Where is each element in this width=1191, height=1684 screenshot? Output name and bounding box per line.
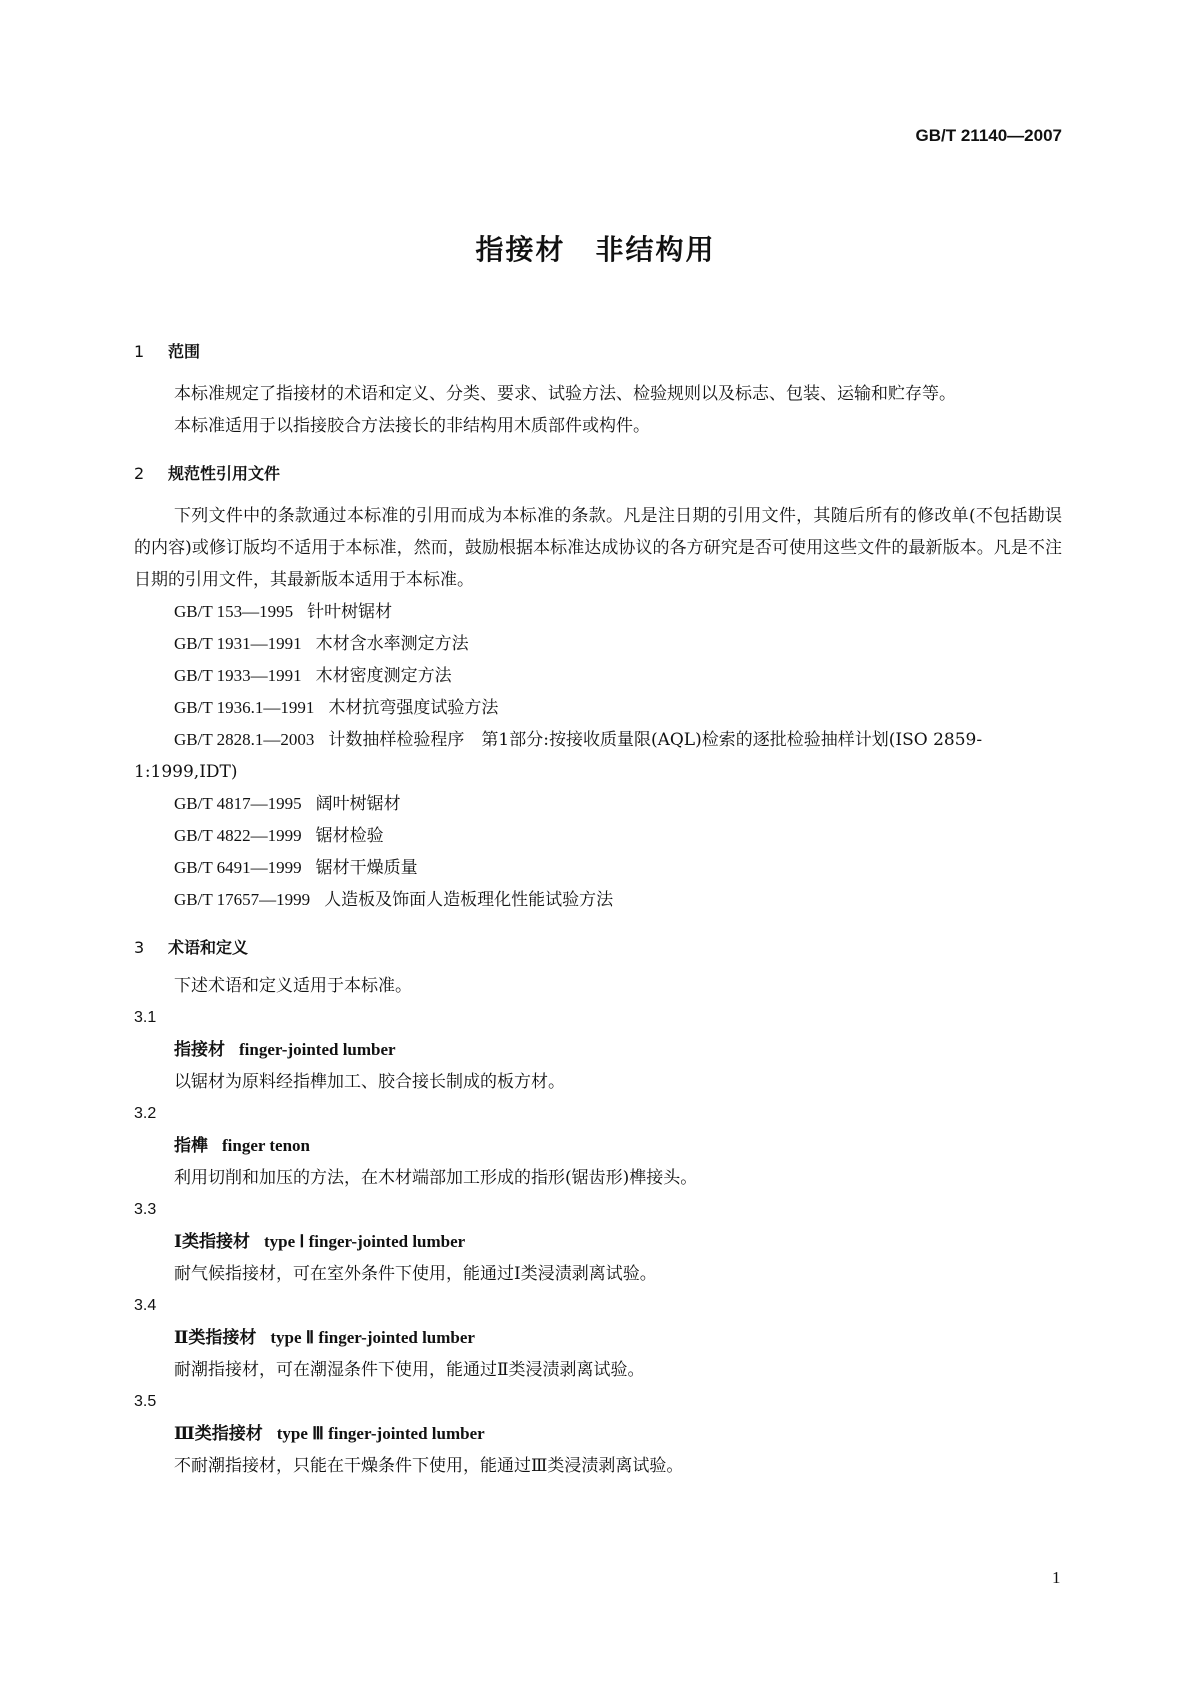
paragraph: 下列文件中的条款通过本标准的引用而成为本标准的条款。凡是注日期的引用文件，其随后所有的修改单(不包括勘误的内容)或修订版均不适用于本标准，然而，鼓励根据本标准达成协议的各方研究是否可使用这些文件的最新版本。凡是不注日期的引用文件，其最新版本适用于本标准。 — [134, 506, 1062, 590]
reference-item — [134, 628, 1062, 660]
reference-code: GB/T 153—1995 — [174, 602, 294, 621]
section-title: 术语和定义 — [168, 938, 249, 957]
reference-code: GB/T 1931—1991 — [174, 634, 302, 653]
term-definition: 以锯材为原料经指榫加工、胶合接长制成的板方材。 — [174, 1072, 565, 1092]
reference-code: GB/T 2828.1—2003 — [174, 730, 315, 749]
reference-title: 阔叶树锯材 — [315, 794, 401, 814]
section-heading-terms-definitions — [134, 932, 1062, 964]
reference-item — [134, 596, 1062, 628]
section-number: 2 — [134, 464, 145, 483]
term-definition: 利用切削和加压的方法，在木材端部加工形成的指形(锯齿形)榫接头。 — [174, 1168, 698, 1188]
term-number: 3.5 — [134, 1393, 157, 1410]
term-heading — [134, 1226, 1062, 1258]
paragraph: 本标准规定了指接材的术语和定义、分类、要求、试验方法、检验规则以及标志、包装、运输和贮存等。 — [174, 384, 956, 404]
term-cn: Ⅱ类指接材 — [174, 1328, 257, 1348]
section-number: 3 — [134, 938, 145, 957]
reference-item — [134, 852, 1062, 884]
reference-item — [134, 884, 1062, 916]
term-number: 3.1 — [134, 1009, 157, 1026]
term-heading — [134, 1130, 1062, 1162]
reference-title: 木材密度测定方法 — [315, 666, 452, 686]
term-cn: Ⅲ类指接材 — [174, 1424, 263, 1444]
section-title: 范围 — [168, 342, 201, 361]
reference-item — [134, 724, 1062, 788]
section-title: 规范性引用文件 — [168, 464, 281, 483]
term-en: type Ⅱ finger-jointed lumber — [270, 1328, 475, 1347]
document-body — [134, 336, 1062, 1482]
paragraph: 本标准适用于以指接胶合方法接长的非结构用木质部件或构件。 — [174, 416, 650, 436]
reference-code: GB/T 4817—1995 — [174, 794, 302, 813]
term-cn: 指接材 — [174, 1040, 225, 1060]
term-en: type Ⅰ finger-jointed lumber — [263, 1232, 466, 1251]
term-cn: 指榫 — [174, 1136, 208, 1156]
term-definition: 耐气候指接材，可在室外条件下使用，能通过Ⅰ类浸渍剥离试验。 — [174, 1264, 657, 1284]
reference-item — [134, 820, 1062, 852]
reference-item — [134, 692, 1062, 724]
term-en: finger tenon — [222, 1136, 310, 1155]
section-number: 1 — [134, 342, 145, 361]
term-heading — [134, 1322, 1062, 1354]
term-number: 3.3 — [134, 1201, 157, 1218]
reference-code: GB/T 1936.1—1991 — [174, 698, 315, 717]
term-en: type Ⅲ finger-jointed lumber — [276, 1424, 485, 1443]
reference-item — [134, 788, 1062, 820]
page-number: 1 — [1052, 1568, 1061, 1587]
paragraph: 下述术语和定义适用于本标准。 — [174, 976, 412, 996]
reference-code: GB/T 4822—1999 — [174, 826, 302, 845]
term-heading — [134, 1418, 1062, 1450]
reference-title: 计数抽样检验程序 第1部分:按接收质量限(AQL)检索的逐批检验抽样计划(ISO 2859-1:1999,IDT) — [134, 730, 983, 782]
reference-code: GB/T 1933—1991 — [174, 666, 302, 685]
section-heading-scope — [134, 336, 1062, 368]
reference-code: GB/T 6491—1999 — [174, 858, 302, 877]
section-heading-normative-references — [134, 458, 1062, 490]
reference-code: GB/T 17657—1999 — [174, 890, 311, 909]
term-definition: 耐潮指接材，可在潮湿条件下使用，能通过Ⅱ类浸渍剥离试验。 — [174, 1360, 645, 1380]
term-number: 3.2 — [134, 1105, 157, 1122]
reference-title: 锯材干燥质量 — [315, 858, 418, 878]
reference-title: 针叶树锯材 — [307, 602, 393, 622]
reference-title: 木材抗弯强度试验方法 — [328, 698, 499, 718]
reference-title: 人造板及饰面人造板理化性能试验方法 — [324, 890, 614, 910]
reference-item — [134, 660, 1062, 692]
term-definition: 不耐潮指接材，只能在干燥条件下使用，能通过Ⅲ类浸渍剥离试验。 — [174, 1456, 684, 1476]
term-heading — [134, 1034, 1062, 1066]
page-title: 指接材 非结构用 — [475, 233, 716, 266]
standard-code: GB/T 21140—2007 — [915, 126, 1062, 145]
term-number: 3.4 — [134, 1297, 157, 1314]
reference-title: 木材含水率测定方法 — [315, 634, 469, 654]
term-cn: Ⅰ类指接材 — [174, 1232, 250, 1252]
term-en: finger-jointed lumber — [239, 1040, 396, 1059]
reference-title: 锯材检验 — [315, 826, 384, 846]
